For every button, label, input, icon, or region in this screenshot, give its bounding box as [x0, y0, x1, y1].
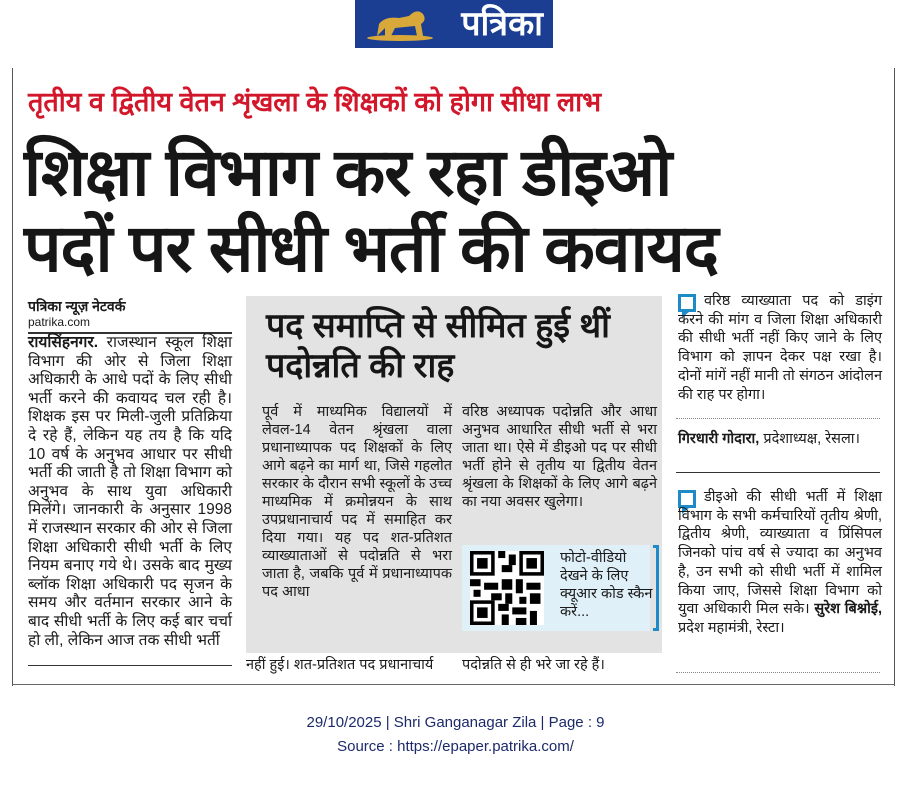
- headline-line-2: पदों पर सीधी भर्ती की कवायद: [24, 211, 718, 285]
- quote-separator: [676, 472, 880, 473]
- quote-divider: [676, 418, 880, 419]
- article-body-text: राजस्थान स्कूल शिक्षा विभाग की ओर से जिला शिक्षा अधिकारी के आधे पदों के लिए सीधी भर्ती करने की कवायद चल रही है। शिक्षक इस पर मिली-जुली प्रतिक्रिया दे रहे हैं, लेकिन यह तय है कि यदि 10 वर्ष के अनुभव आधार पर सीधी भर्ती की जाती है तो शिक्षा विभाग को अनुभव के साथ युवा अधिकारी मिलेंगे। जानकारी के अनुसार 1998 में राजस्थान सरकार की ओर से जिला शिक्षा अधिकारी सीधी भर्ती के लिए नियम बनाए गये थे। उसके बाद मुख्य ब्लॉक शिक्षा अधिकारी पद सृजन के समय और वर्तमान सरकार आने के बाद सीधी भर्ती के लिए कई बार चर्चा हो ली, लेकिन आज तक सीधी भर्ती: [28, 334, 232, 649]
- sidebar-headline: पद समाप्ति से सीमित हुई थीं पदोन्नति की राह: [266, 307, 610, 385]
- quote-2-role: प्रदेश महामंत्री, रेस्टा।: [678, 619, 785, 636]
- quote-1-attribution: [678, 428, 882, 450]
- byline: पत्रिका न्यूज़ नेटवर्क: [28, 298, 126, 314]
- kicker-headline: तृतीय व द्वितीय वेतन शृंखला के शिक्षकों को होगा सीधा लाभ: [28, 87, 602, 117]
- lion-emblem-icon: [365, 6, 435, 42]
- quote-1-role: प्रदेशाध्यक्ष, रेसला।: [759, 431, 861, 447]
- footer-source: Source : https://epaper.patrika.com/: [337, 738, 574, 755]
- column-rule: [28, 665, 232, 666]
- quote-divider: [676, 672, 880, 673]
- dateline: रायसिंहनगर.: [28, 334, 99, 351]
- footer-edition: 29/10/2025 | Shri Ganganagar Zila | Page : 9: [306, 714, 605, 731]
- patrika-logo: [355, 0, 553, 48]
- headline-line-1: शिक्षा विभाग कर रहा डीइओ: [24, 135, 672, 209]
- article-body: [28, 334, 232, 650]
- quote-2-name: सुरेश बिश्नोई,: [814, 601, 882, 618]
- qr-code-icon[interactable]: [470, 551, 544, 625]
- quote-1-name: गिरधारी गोदारा,: [678, 431, 760, 447]
- quote-2-text: डीइओ की सीधी भर्ती में शिक्षा विभाग के सभी कर्मचारियों तृतीय श्रेणी, द्वितीय श्रेणी, व्याख्याता व प्रिंसिपल जिनको पांच वर्ष से ज्यादा का अनुभव है, उन सभी को सीधी भर्ती में शामिल किया जाए, जिससे शिक्षा विभाग को युवा अधिकारी मिल सके।: [678, 489, 882, 618]
- sidebar-column-2: वरिष्ठ अध्यापक पदोन्नति और आधा अनुभव आधारित सीधी भर्ती से भरा जाता था। ऐसे में डीइओ पद पर सीधी भर्ती होने से तृतीय या द्वितीय वेतन श्रृंखला के शिक्षकों के लिए आगे बढ़ने का नया अवसर खुलेगा।: [462, 404, 657, 510]
- logo-wordmark: पत्रिका: [461, 5, 543, 43]
- clip-border-right: [894, 68, 895, 686]
- qr-caption: फोटो-वीडियो देखने के लिए क्यूआर कोड स्कैन करें...: [560, 550, 653, 620]
- qr-bracket: [653, 545, 659, 631]
- quote-1-text: वरिष्ठ व्याख्याता पद को डाइंग करने की मांग व जिला शिक्षा अधिकारी की सीधी भर्ती नहीं किए जाने के लिए विभाग को ज्ञापन देकर पक्ष रखा है। दोनों मांगें नहीं मानी तो संगठन आंदोलन की राह पर होगा।: [678, 293, 882, 403]
- clip-border-bottom: [12, 684, 895, 685]
- byline-site: patrika.com: [28, 315, 91, 329]
- sidebar-continuation-1: नहीं हुई। शत-प्रतिशत पद प्रधानाचार्य: [246, 657, 434, 673]
- quote-2: [678, 488, 882, 638]
- clip-border-left: [12, 68, 13, 686]
- sidebar-continuation-2: पदोन्नति से ही भरे जा रहे हैं।: [462, 657, 605, 673]
- sidebar-column-1: पूर्व में माध्यमिक विद्यालयों में लेवल-14 वेतन श्रृंखला वाला प्रधानाध्यापक पद शिक्षकों के लिए आगे बढ़ने का मार्ग था, जिसे गहलोत सरकार के दौरान सभी स्कूलों के उच्च माध्यमिक में क्रमोन्नयन के साथ उपप्रधानाचार्य पद में समाहित कर दिया गया। यह पद शत-प्रतिशत व्याख्याताओं से पदोन्नति से भरा जाता है, जबकि पूर्व में प्रधानाध्यापक पद आधा: [262, 404, 452, 600]
